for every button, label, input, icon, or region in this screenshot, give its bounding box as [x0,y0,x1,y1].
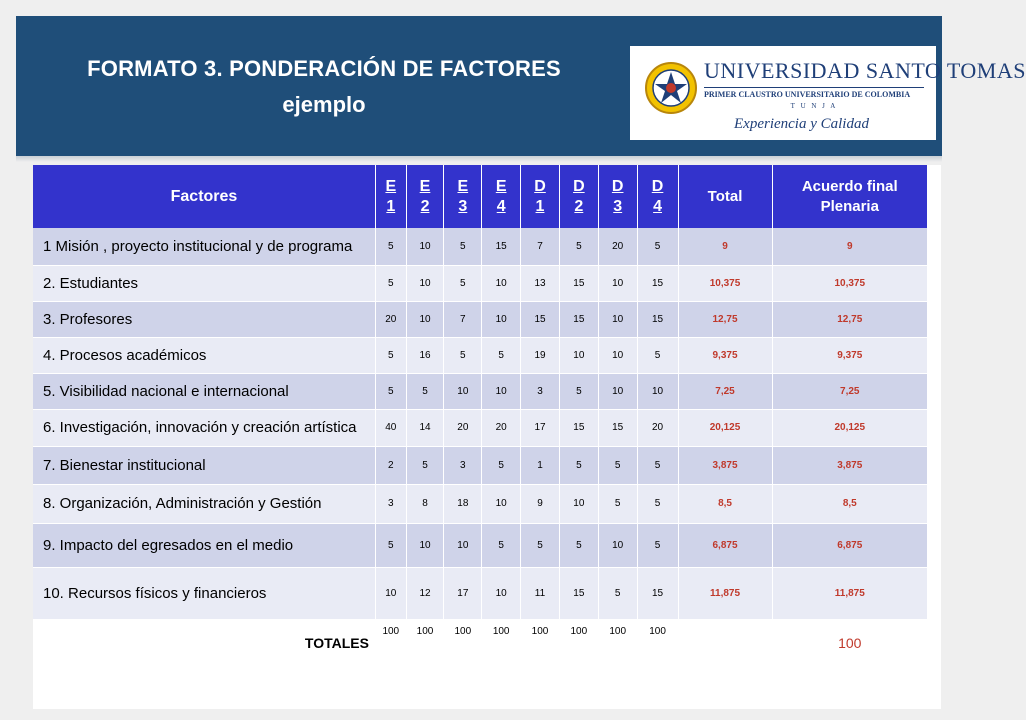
ponderacion-table [33,165,928,667]
score-cell: 10 [406,301,444,337]
score-cell: 15 [482,228,521,265]
score-cell: 10 [406,523,444,567]
factor-cell: 1 Misión , proyecto institucional y de programa [33,228,375,265]
total-cell: 10,375 [678,265,772,301]
score-cell: 10 [482,373,521,409]
table-row [33,484,928,523]
score-cell: 7 [521,228,560,265]
total-cell: 9 [678,228,772,265]
score-cell: 5 [406,373,444,409]
score-cell: 5 [559,523,598,567]
score-cell: 5 [637,446,678,484]
table-row [33,337,928,373]
score-cell: 20 [598,228,637,265]
score-cell: 11 [521,567,560,619]
header-d1 [521,165,560,228]
factor-cell: 5. Visibilidad nacional e internacional [33,373,375,409]
university-motto: Experiencia y Calidad [734,116,869,132]
table-row [33,228,928,265]
total-cell: 8,5 [678,484,772,523]
score-cell: 5 [482,446,521,484]
score-cell: 3 [521,373,560,409]
header-letter: D [534,177,546,195]
university-name: UNIVERSIDAD SANTO TOMAS [704,58,1026,83]
score-cell: 16 [406,337,444,373]
score-cell: 9 [521,484,560,523]
header-letter: D [651,177,664,195]
header-acuerdo-line1: Acuerdo final [801,177,898,195]
score-cell: 20 [375,301,406,337]
score-cell: 10 [444,523,482,567]
score-cell: 15 [637,265,678,301]
header-number: 3 [458,197,468,215]
score-cell: 5 [444,337,482,373]
header-letter: D [573,177,585,195]
acuerdo-cell: 3,875 [772,446,927,484]
score-cell: 15 [559,409,598,446]
totals-cell: 100 [406,619,444,666]
score-cell: 10 [598,337,637,373]
acuerdo-cell: 11,875 [772,567,927,619]
total-cell: 11,875 [678,567,772,619]
totals-cell: 100 [598,619,637,666]
score-cell: 5 [637,523,678,567]
score-cell: 10 [444,373,482,409]
university-subtitle: PRIMER CLAUSTRO UNIVERSITARIO DE COLOMBIA [704,90,911,99]
header-e3 [444,165,482,228]
table-row [33,409,928,446]
score-cell: 10 [482,301,521,337]
score-cell: 10 [637,373,678,409]
score-cell: 10 [598,523,637,567]
table-row [33,567,928,619]
score-cell: 14 [406,409,444,446]
acuerdo-cell: 7,25 [772,373,927,409]
totals-cell: 100 [637,619,678,666]
score-cell: 5 [375,228,406,265]
factor-cell: 9. Impacto del egresados en el medio [33,523,375,567]
title-banner [16,16,1026,156]
score-cell: 10 [406,265,444,301]
grand-total-cell: 100 [772,619,927,666]
score-cell: 2 [375,446,406,484]
header-letter: E [457,177,469,195]
score-cell: 10 [482,484,521,523]
header-number: 4 [496,197,506,215]
header-letter: D [611,177,624,195]
score-cell: 10 [559,484,598,523]
score-cell: 7 [444,301,482,337]
score-cell: 5 [598,567,637,619]
score-cell: 10 [482,567,521,619]
score-cell: 5 [444,265,482,301]
header-number: 2 [420,197,430,215]
total-cell: 20,125 [678,409,772,446]
score-cell: 5 [637,484,678,523]
score-cell: 19 [521,337,560,373]
table-row [33,523,928,567]
score-cell: 5 [521,523,560,567]
acuerdo-cell: 10,375 [772,265,927,301]
header-e2 [406,165,444,228]
factor-cell: 4. Procesos académicos [33,337,375,373]
score-cell: 5 [482,523,521,567]
total-cell: 3,875 [678,446,772,484]
totals-cell: 100 [521,619,560,666]
table-row [33,265,928,301]
score-cell: 15 [637,567,678,619]
score-cell: 15 [521,301,560,337]
score-cell: 3 [375,484,406,523]
score-cell: 5 [444,228,482,265]
total-cell: 12,75 [678,301,772,337]
header-number: 1 [535,197,545,215]
header-acuerdo-line2: Plenaria [820,197,879,215]
totals-empty-cell [678,619,772,666]
totals-cell: 100 [375,619,406,666]
score-cell: 10 [482,265,521,301]
score-cell: 10 [375,567,406,619]
total-cell: 9,375 [678,337,772,373]
score-cell: 12 [406,567,444,619]
table-header-row [33,165,928,228]
page-subtitle: ejemplo [282,92,366,117]
score-cell: 10 [598,301,637,337]
header-letter: E [495,177,507,195]
header-e4 [482,165,521,228]
factor-cell: 8. Organización, Administración y Gestión [33,484,375,523]
score-cell: 5 [559,373,598,409]
header-factores: Factores [33,165,375,228]
total-cell: 7,25 [678,373,772,409]
ponderacion-table-container [33,165,941,709]
header-d3 [598,165,637,228]
score-cell: 5 [559,446,598,484]
acuerdo-cell: 9 [772,228,927,265]
score-cell: 10 [559,337,598,373]
score-cell: 5 [637,337,678,373]
header-number: 3 [613,197,623,215]
score-cell: 5 [375,523,406,567]
header-number: 1 [386,197,396,215]
factor-cell: 6. Investigación, innovación y creación artística [33,409,375,446]
acuerdo-cell: 9,375 [772,337,927,373]
score-cell: 17 [521,409,560,446]
score-cell: 5 [375,265,406,301]
score-cell: 5 [406,446,444,484]
score-cell: 15 [559,301,598,337]
score-cell: 20 [482,409,521,446]
score-cell: 10 [406,228,444,265]
table-row [33,446,928,484]
totals-row [33,619,928,666]
score-cell: 20 [637,409,678,446]
score-cell: 5 [559,228,598,265]
score-cell: 10 [598,373,637,409]
totals-cell: 100 [482,619,521,666]
header-letter: E [385,177,397,195]
factor-cell: 7. Bienestar institucional [33,446,375,484]
score-cell: 5 [375,337,406,373]
score-cell: 15 [637,301,678,337]
totals-label: TOTALES [33,619,375,666]
score-cell: 15 [559,567,598,619]
factor-cell: 2. Estudiantes [33,265,375,301]
header-letter: E [419,177,431,195]
page-title: FORMATO 3. PONDERACIÓN DE FACTORES [87,56,561,81]
totals-cell: 100 [559,619,598,666]
total-cell: 6,875 [678,523,772,567]
university-city: T U N J A [790,102,838,110]
table-row [33,301,928,337]
acuerdo-cell: 8,5 [772,484,927,523]
score-cell: 10 [598,265,637,301]
score-cell: 20 [444,409,482,446]
acuerdo-cell: 12,75 [772,301,927,337]
acuerdo-cell: 6,875 [772,523,927,567]
logo-divider [704,87,924,88]
score-cell: 5 [598,446,637,484]
score-cell: 18 [444,484,482,523]
header-number: 2 [574,197,584,215]
university-logo [630,46,1026,140]
header-d2 [559,165,598,228]
header-total: Total [678,165,772,228]
score-cell: 5 [598,484,637,523]
score-cell: 3 [444,446,482,484]
score-cell: 1 [521,446,560,484]
header-e1 [375,165,406,228]
score-cell: 15 [559,265,598,301]
table-body [33,228,928,666]
table-row [33,373,928,409]
score-cell: 8 [406,484,444,523]
acuerdo-cell: 20,125 [772,409,927,446]
header-acuerdo [772,165,927,228]
score-cell: 5 [375,373,406,409]
score-cell: 5 [637,228,678,265]
factor-cell: 3. Profesores [33,301,375,337]
university-seal-icon [644,58,698,118]
factor-cell: 10. Recursos físicos y financieros [33,567,375,619]
header-d4 [637,165,678,228]
score-cell: 40 [375,409,406,446]
score-cell: 15 [598,409,637,446]
header-number: 4 [653,197,662,215]
score-cell: 13 [521,265,560,301]
score-cell: 5 [482,337,521,373]
totals-cell: 100 [444,619,482,666]
score-cell: 17 [444,567,482,619]
